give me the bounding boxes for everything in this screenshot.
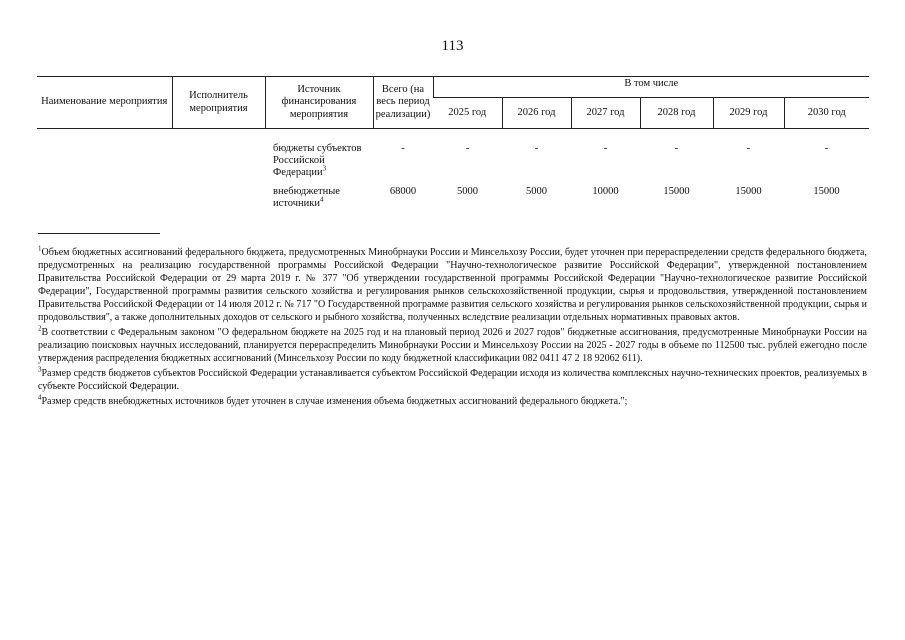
funding-source-text: внебюджетные источники (273, 186, 340, 210)
footnote (38, 326, 867, 365)
footnote-text: Размер средств бюджетов субъектов Российской Федерации устанавливается субъектом Российской Федерации исходя из количества комплексных научно-технических проектов, реализуемых в субъекте Российской Федерации. (38, 368, 867, 392)
footnote-divider (38, 233, 160, 234)
year-cell: - (534, 143, 539, 154)
year-cell: - (674, 143, 679, 154)
footnote-text: Размер средств внебюджетных источников будет уточнен в случае изменения объема бюджетных ассигнований федерального бюджета."; (41, 396, 628, 407)
header-funding-source: Источник финансирования мероприятия (265, 77, 373, 129)
header-year: 2028 год (640, 98, 713, 129)
year-cell: - (746, 143, 751, 154)
footnote (38, 395, 867, 408)
year-cell: 15000 (813, 186, 840, 198)
event-name-cell (37, 180, 172, 211)
header-total: Всего (на весь период реализации) (373, 77, 433, 129)
event-name-cell (37, 129, 172, 181)
funding-source-text: бюджеты субъектов Российской Федерации (273, 143, 362, 179)
executor-cell (172, 129, 265, 181)
header-event-name: Наименование мероприятия (37, 77, 172, 129)
header-executor: Исполнитель мероприятия (172, 77, 265, 129)
page-number: 113 (441, 38, 464, 54)
footnote (38, 246, 867, 324)
funding-source-cell (265, 129, 373, 181)
footnote-mark: 1 (38, 244, 42, 253)
footnote-text: В соответствии с Федеральным законом "О федеральном бюджете на 2025 год и на плановый период 2026 и 2027 годов" бюджетные ассигнования, предусмотренные Минобрнауки России на реализацию поисковых научных исследований, планируется перераспределить Минобрнауки России и Минсельхозу России на 2025 - 2027 годы в объеме по 112500 тыс. рублей ежегодно после утверждения распределения бюджетных ассигнований (Минсельхозу России по коду бюджетной классификации 082 0411 47 2 18 92062 611). (38, 327, 867, 364)
funding-source-cell (265, 180, 373, 211)
funding-table (37, 76, 869, 211)
header-including: В том числе (433, 77, 869, 98)
footnote-ref: 3 (322, 164, 327, 173)
year-cell: - (465, 143, 470, 154)
footnote-text: Объем бюджетных ассигнований федерального бюджета, предусмотренных Минобрнауки России и Минсельхозу России, будет уточнен при перераспределении средств федерального бюджета, предусмотренных на реализацию государственной программы Российской Федерации "Научно-технологическое развитие Российской Федерации", утвержденной постановлением Правительства Российской Федерации от 29 марта 2019 г. № 377 "Об утверждении государственной программы Российской Федерации "Научно-технологическое развитие Российской Федерации", Государственной программы развития сельского хозяйства и регулирования рынков сельскохозяйственной продукции, сырья и продовольствия, утвержденной постановлением Правительства Российской Федерации от 14 июля 2012 г. № 717 "О Государственной программе развития сельского хозяйства и регулирования рынков сельскохозяйственной продукции, сырья и продовольствия", а также дополнительных доходов от сельского и рыбного хозяйства, полученных вследствие реализации отдельных нормативных правовых актов. (38, 247, 867, 323)
total-cell: - (401, 143, 405, 154)
year-cell: - (603, 143, 608, 154)
year-cell: - (824, 143, 829, 154)
header-year: 2030 год (784, 98, 869, 129)
executor-cell (172, 180, 265, 211)
year-cell: 15000 (735, 186, 762, 198)
header-year: 2029 год (713, 98, 784, 129)
header-year: 2027 год (571, 98, 640, 129)
total-cell: 68000 (389, 186, 417, 198)
table-row (37, 129, 869, 181)
header-year: 2026 год (502, 98, 571, 129)
footnote-mark: 4 (38, 393, 42, 402)
year-cell: 15000 (663, 186, 690, 198)
table-row (37, 180, 869, 211)
table-header (37, 77, 869, 129)
footnote (38, 367, 867, 393)
year-cell: 5000 (526, 186, 547, 198)
year-cell: 5000 (457, 186, 478, 198)
header-year: 2025 год (433, 98, 502, 129)
footnote-mark: 3 (38, 365, 42, 374)
footnotes (38, 246, 867, 410)
footnote-ref: 4 (319, 195, 324, 204)
footnote-mark: 2 (38, 324, 42, 333)
year-cell: 10000 (592, 186, 619, 198)
